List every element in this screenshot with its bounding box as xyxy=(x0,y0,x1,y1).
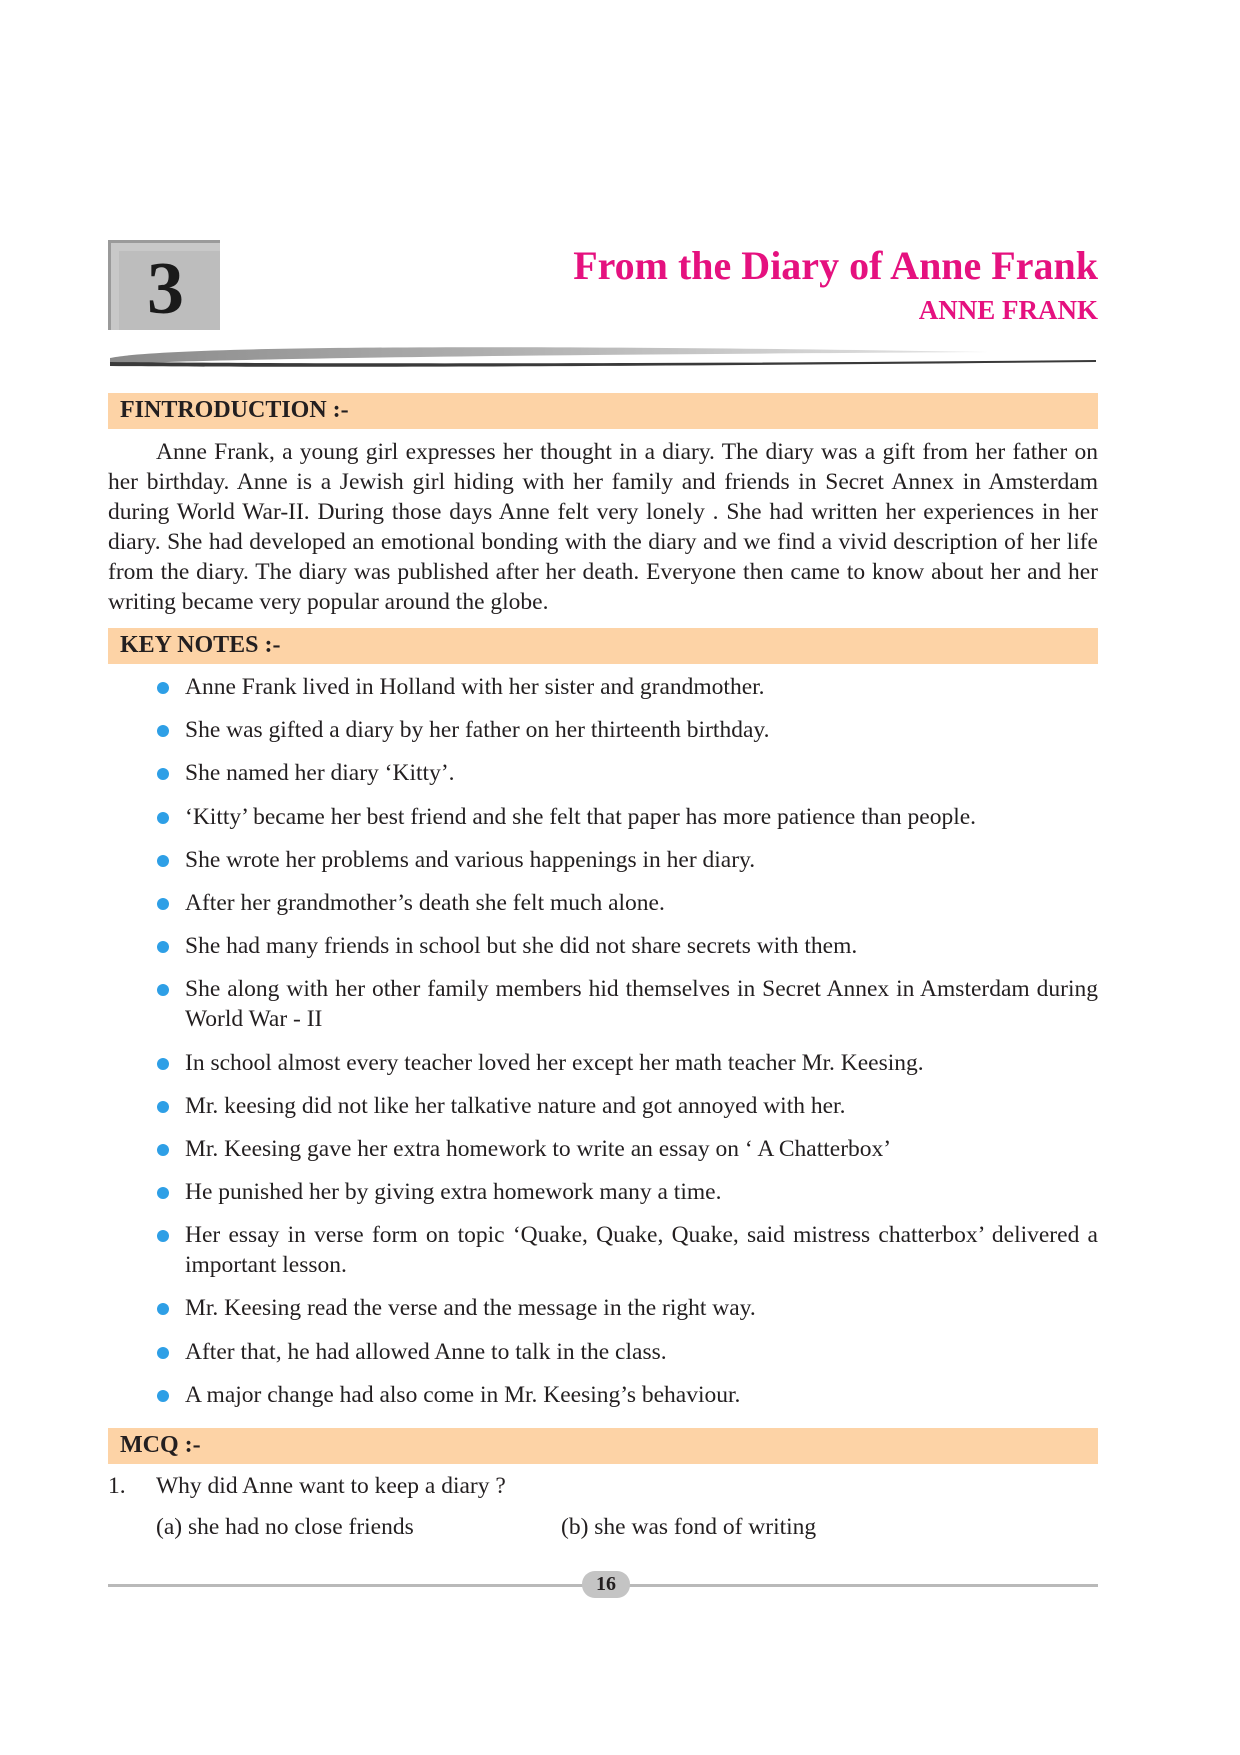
mcq-heading: MCQ :- xyxy=(120,1432,201,1458)
key-note-item: A major change had also come in Mr. Keesing’s behaviour. xyxy=(108,1380,1098,1410)
key-note-item: After her grandmother’s death she felt much alone. xyxy=(108,888,1098,918)
bullet-icon xyxy=(157,941,169,953)
key-note-item: Mr. Keesing read the verse and the message in the right way. xyxy=(108,1293,1098,1323)
bullet-icon xyxy=(157,1058,169,1070)
key-note-item: After that, he had allowed Anne to talk in the class. xyxy=(108,1337,1098,1367)
key-note-item: She along with her other family members hid themselves in Secret Annex in Amsterdam during World War - II xyxy=(108,974,1098,1034)
key-note-item: He punished her by giving extra homework many a time. xyxy=(108,1177,1098,1207)
key-note-item: She had many friends in school but she did not share secrets with them. xyxy=(108,931,1098,961)
bullet-icon xyxy=(157,855,169,867)
key-note-item: She wrote her problems and various happenings in her diary. xyxy=(108,845,1098,875)
key-note-item: In school almost every teacher loved her except her math teacher Mr. Keesing. xyxy=(108,1048,1098,1078)
key-note-item: Her essay in verse form on topic ‘Quake, Quake, Quake, said mistress chatterbox’ delivered a important lesson. xyxy=(108,1220,1098,1280)
key-notes-heading-bar xyxy=(108,628,1098,664)
key-note-item: Mr. Keesing gave her extra homework to write an essay on ‘ A Chatterbox’ xyxy=(108,1134,1098,1164)
page-number: 16 xyxy=(582,1571,630,1598)
chapter-number-box xyxy=(108,240,220,330)
key-notes-list xyxy=(108,672,1098,1423)
bullet-icon xyxy=(157,1303,169,1315)
introduction-heading: FINTRODUCTION :- xyxy=(120,397,349,423)
chapter-number: 3 xyxy=(147,248,184,330)
mcq-heading-bar xyxy=(108,1428,1098,1464)
question-number: 1. xyxy=(108,1473,126,1499)
key-notes-heading: KEY NOTES :- xyxy=(120,632,281,658)
bullet-icon xyxy=(157,1101,169,1113)
bullet-icon xyxy=(157,1230,169,1242)
introduction-text: Anne Frank, a young girl expresses her thought in a diary. The diary was a gift from her father on her birthday. Anne is a Jewish girl hiding with her family and friends in Secret Annex in Amsterdam during World War-II. During those days Anne felt very lonely . She had written her experiences in her diary. She had developed an emotional bonding with the diary and we find a vivid description of her life from the diary. The diary was published after her death. Everyone then came to know about her and her writing became very popular around the globe. xyxy=(108,439,1098,615)
bullet-icon xyxy=(157,812,169,824)
chapter-title: From the Diary of Anne Frank xyxy=(573,243,1098,288)
question-text: Why did Anne want to keep a diary ? xyxy=(156,1473,506,1499)
bullet-icon xyxy=(157,898,169,910)
title-underline-swoosh xyxy=(108,342,1098,372)
mcq-option-a: (a) she had no close friends xyxy=(156,1514,414,1540)
key-note-item: Anne Frank lived in Holland with her sister and grandmother. xyxy=(108,672,1098,702)
chapter-author: ANNE FRANK xyxy=(918,295,1098,325)
bullet-icon xyxy=(157,725,169,737)
bullet-icon xyxy=(157,1144,169,1156)
key-note-item: She named her diary ‘Kitty’. xyxy=(108,758,1098,788)
bullet-icon xyxy=(157,1390,169,1402)
key-note-item: She was gifted a diary by her father on her thirteenth birthday. xyxy=(108,715,1098,745)
bullet-icon xyxy=(157,768,169,780)
key-note-item: Mr. keesing did not like her talkative nature and got annoyed with her. xyxy=(108,1091,1098,1121)
introduction-heading-bar xyxy=(108,393,1098,429)
bullet-icon xyxy=(157,1347,169,1359)
mcq-option-b: (b) she was fond of writing xyxy=(561,1514,817,1540)
key-note-item: ‘Kitty’ became her best friend and she felt that paper has more patience than people. xyxy=(108,802,1098,832)
bullet-icon xyxy=(157,1187,169,1199)
bullet-icon xyxy=(157,984,169,996)
bullet-icon xyxy=(157,682,169,694)
